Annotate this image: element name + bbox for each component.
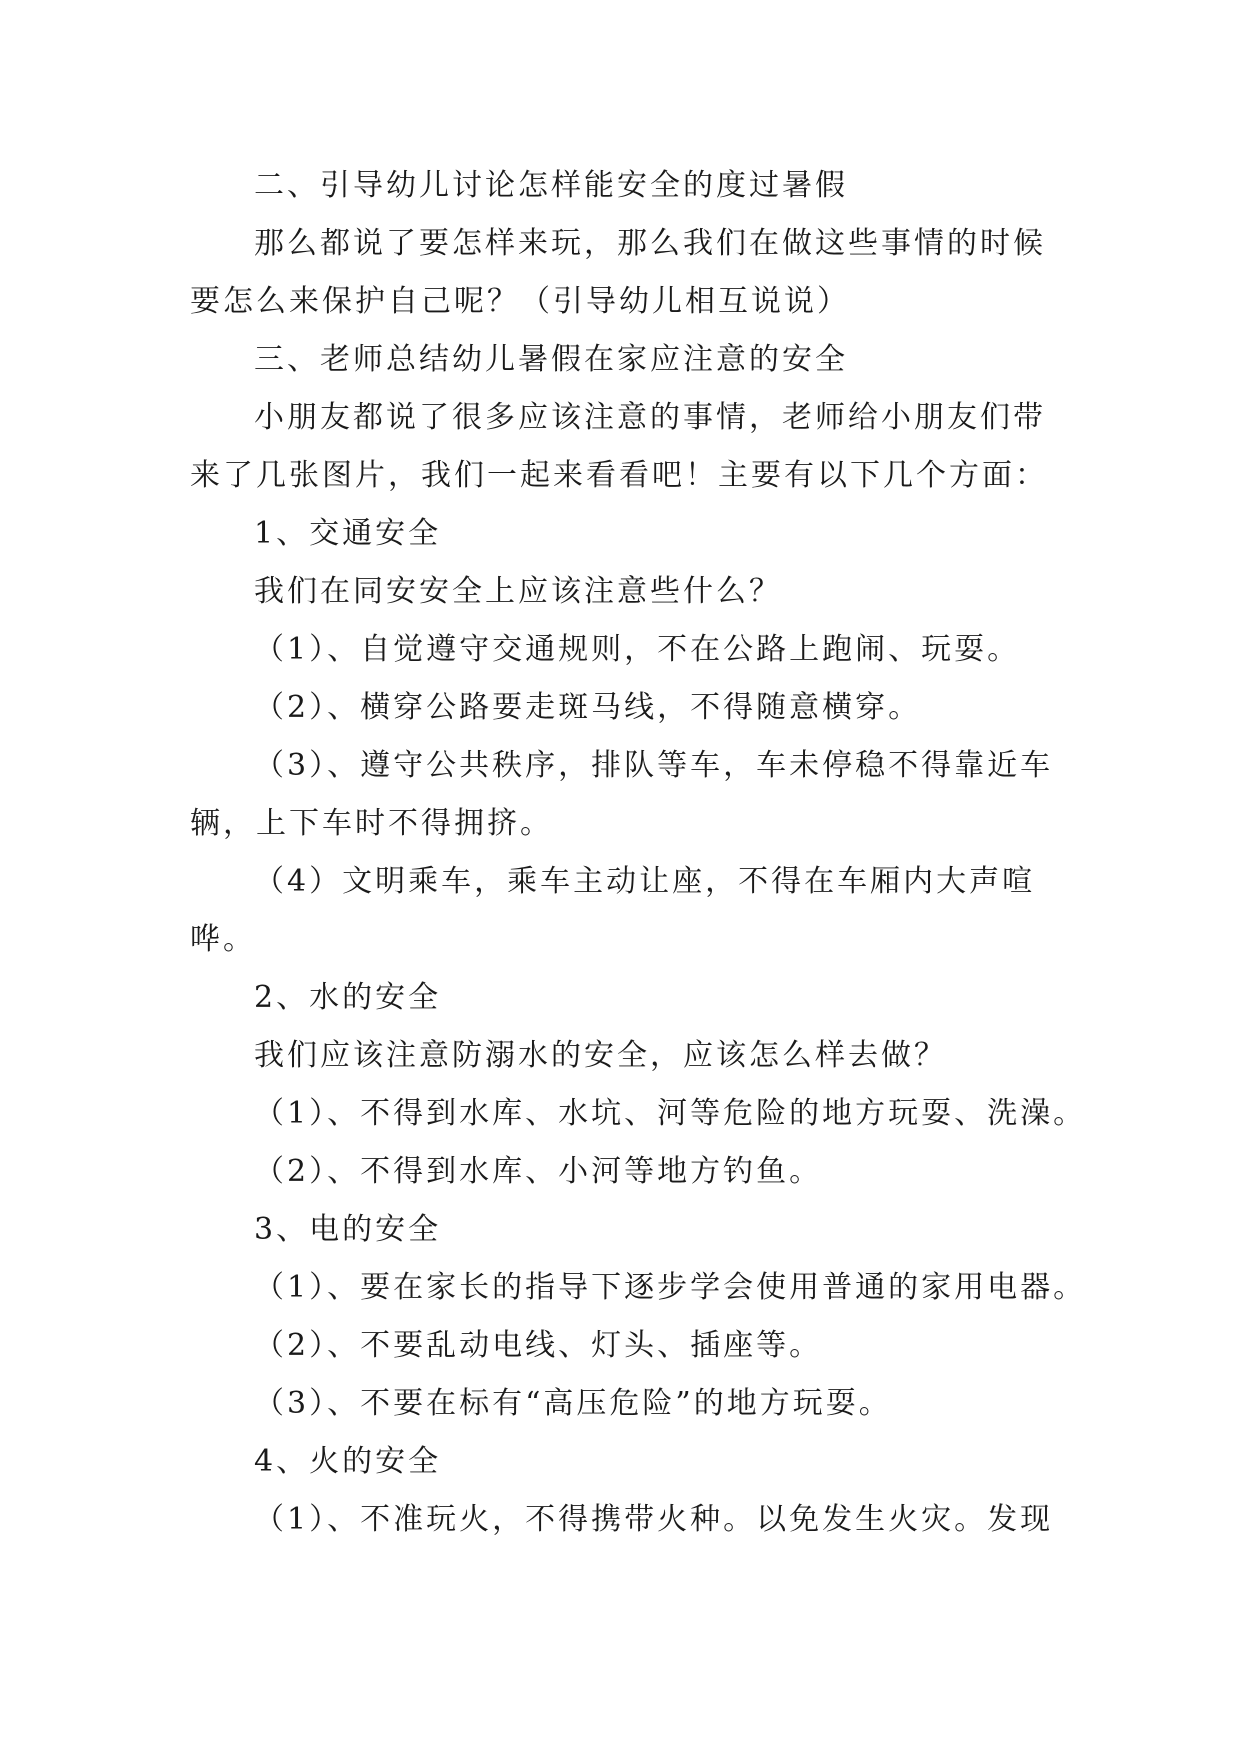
list-item-continuation: 辆，上下车时不得拥挤。	[190, 806, 553, 841]
list-item: （1）、不准玩火，不得携带火种。以免发生火灾。发现	[254, 1502, 1054, 1537]
list-item: （2）、不要乱动电线、灯头、插座等。	[254, 1328, 823, 1363]
subsection-heading: 4、火的安全	[254, 1444, 442, 1479]
paragraph-line: 我们应该注意防溺水的安全，应该怎么样去做？	[254, 1038, 947, 1073]
list-item: （2）、横穿公路要走斑马线，不得随意横穿。	[254, 690, 922, 725]
paragraph-line: 我们在同安安全上应该注意些什么？	[254, 574, 782, 609]
document-body	[190, 157, 1087, 1549]
paragraph-line: 那么都说了要怎样来玩，那么我们在做这些事情的时候	[254, 226, 1046, 261]
paragraph-line: 来了几张图片，我们一起来看看吧！主要有以下几个方面：	[190, 458, 1048, 493]
list-item: （1）、要在家长的指导下逐步学会使用普通的家用电器。	[254, 1270, 1087, 1305]
subsection-heading: 3、电的安全	[254, 1212, 442, 1247]
section-heading: 二、引导幼儿讨论怎样能安全的度过暑假	[254, 168, 848, 203]
list-item: （2）、不得到水库、小河等地方钓鱼。	[254, 1154, 823, 1189]
list-item: （4）文明乘车，乘车主动让座，不得在车厢内大声喧	[254, 864, 1036, 899]
subsection-heading: 1、交通安全	[254, 516, 442, 551]
list-item: （3）、遵守公共秩序，排队等车，车未停稳不得靠近车	[254, 748, 1054, 783]
section-heading: 三、老师总结幼儿暑假在家应注意的安全	[254, 342, 848, 377]
subsection-heading: 2、水的安全	[254, 980, 442, 1015]
list-item-continuation: 哗。	[190, 922, 256, 957]
paragraph-line: 要怎么来保护自己呢？（引导幼儿相互说说）	[190, 284, 850, 319]
paragraph-line: 小朋友都说了很多应该注意的事情，老师给小朋友们带	[254, 400, 1046, 435]
list-item: （1）、自觉遵守交通规则，不在公路上跑闹、玩耍。	[254, 632, 1021, 667]
list-item: （1）、不得到水库、水坑、河等危险的地方玩耍、洗澡。	[254, 1096, 1087, 1131]
list-item: （3）、不要在标有“高压危险”的地方玩耍。	[254, 1386, 892, 1421]
